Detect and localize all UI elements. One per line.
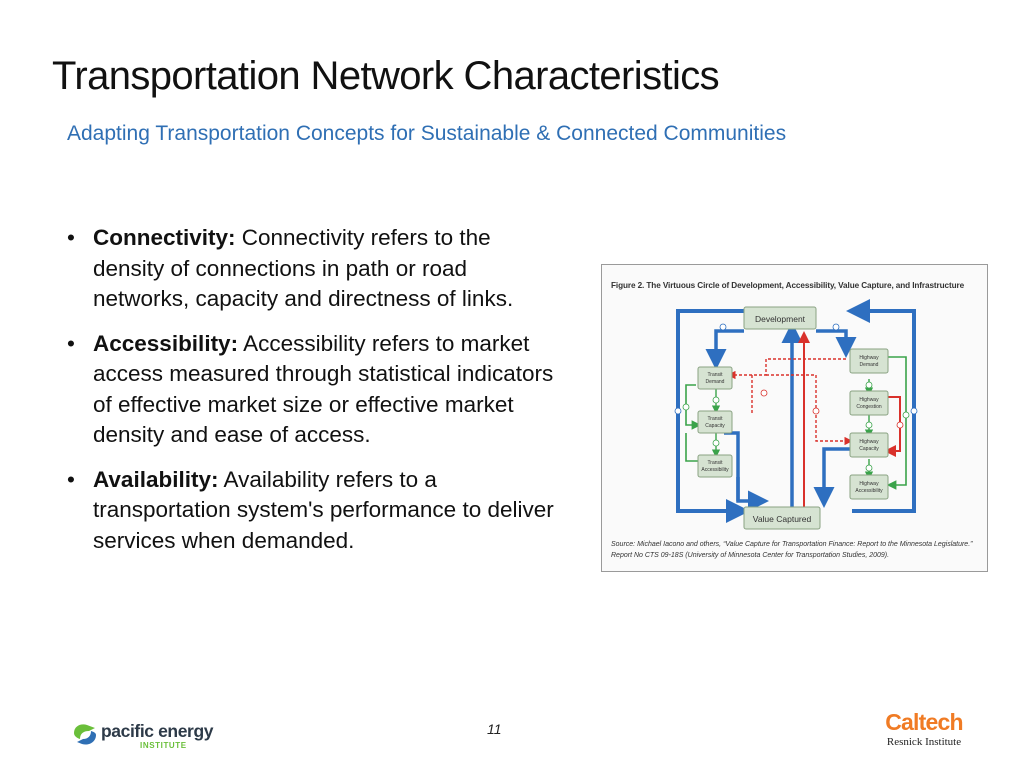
node-value-captured-label: Value Captured: [752, 514, 812, 524]
node-label-line: Accessibility: [701, 467, 729, 473]
pei-sub: INSTITUTE: [140, 741, 187, 750]
node-label-line: Congestion: [856, 404, 882, 410]
pacific-energy-institute-logo: [71, 718, 231, 752]
node-label-line: Accessibility: [855, 488, 883, 494]
node-value-captured: [744, 507, 820, 529]
node-label-line: Demand: [859, 362, 879, 368]
arrow-dev-to-transit-demand: [716, 331, 744, 363]
node-highway-congestion: [850, 391, 888, 415]
bullet-text: Accessibility refers to market access measured through statistical indicators of effective market size or effective market density and ease of access.: [93, 330, 554, 447]
red-dashed-mid: [766, 375, 850, 441]
green-loop-highway: [888, 357, 906, 485]
node-label-line: Transit: [707, 460, 723, 466]
caltech-logo: [874, 708, 974, 752]
node-label-line: Transit: [707, 372, 723, 378]
bullet-dot: •: [67, 466, 75, 492]
figure-diagram: [602, 265, 987, 571]
bullet-text: Connectivity refers to the density of connections in path or road networks, capacity and directness of links.: [93, 225, 514, 311]
node-label-line: Capacity: [859, 446, 879, 452]
node-transit-demand: [698, 367, 732, 389]
bullet-dot: •: [67, 225, 75, 250]
figure-source: Source: Michael Iacono and others, “Value Capture for Transportation Finance: Report to the Minnesota Legislature.” Report No CTS 09-18S (University of Minnesota Center for Transportation Studies, 2009).: [611, 541, 973, 559]
bullet-connectivity: [67, 223, 567, 315]
caltech-name: Caltech: [885, 709, 963, 735]
node-label-line: Highway: [859, 355, 879, 361]
node-label-line: Demand: [705, 379, 725, 385]
node-highway-capacity: [850, 433, 888, 457]
bullet-term: Accessibility:: [93, 330, 239, 356]
figure-virtuous-circle: [601, 264, 988, 572]
slide-subtitle: Adapting Transportation Concepts for Sustainable & Connected Communities: [67, 122, 787, 145]
caltech-sub: Resnick Institute: [886, 736, 962, 748]
bullet-dot: •: [67, 330, 75, 356]
arrow-highway-acc-to-value: [824, 449, 850, 501]
node-development: [744, 307, 816, 329]
red-dashed-transit-demand: [730, 359, 846, 375]
arrow-dev-to-highway-demand: [816, 331, 846, 351]
node-label-line: Transit: [707, 416, 723, 422]
bullet-availability: [67, 465, 567, 557]
bullet-term: Connectivity:: [93, 225, 236, 250]
green-loop-transit-2: [686, 433, 698, 461]
slide-title: Transportation Network Characteristics: [52, 54, 720, 98]
bullet-accessibility: [67, 329, 567, 451]
bullet-list: [67, 223, 567, 570]
node-label-line: Highway: [859, 397, 879, 403]
node-highway-accessibility: [850, 475, 888, 499]
node-highway-demand: [850, 349, 888, 373]
node-label-line: Highway: [859, 439, 879, 445]
node-development-label: Development: [754, 314, 806, 324]
node-label-line: Highway: [859, 481, 879, 487]
pei-leaf-icon: [71, 721, 99, 749]
page-number: 11: [487, 721, 502, 737]
figure-title: Figure 2. The Virtuous Circle of Development, Accessibility, Value Capture, and Infrastructure: [611, 281, 965, 290]
node-transit-accessibility: [698, 455, 732, 477]
node-label-line: Capacity: [705, 423, 725, 429]
pei-name: pacific energy: [101, 721, 214, 741]
node-transit-capacity: [698, 411, 732, 433]
bullet-text: Availability refers to a transportation system's performance to deliver services when demanded.: [93, 466, 554, 553]
bullet-term: Availability:: [93, 466, 219, 492]
